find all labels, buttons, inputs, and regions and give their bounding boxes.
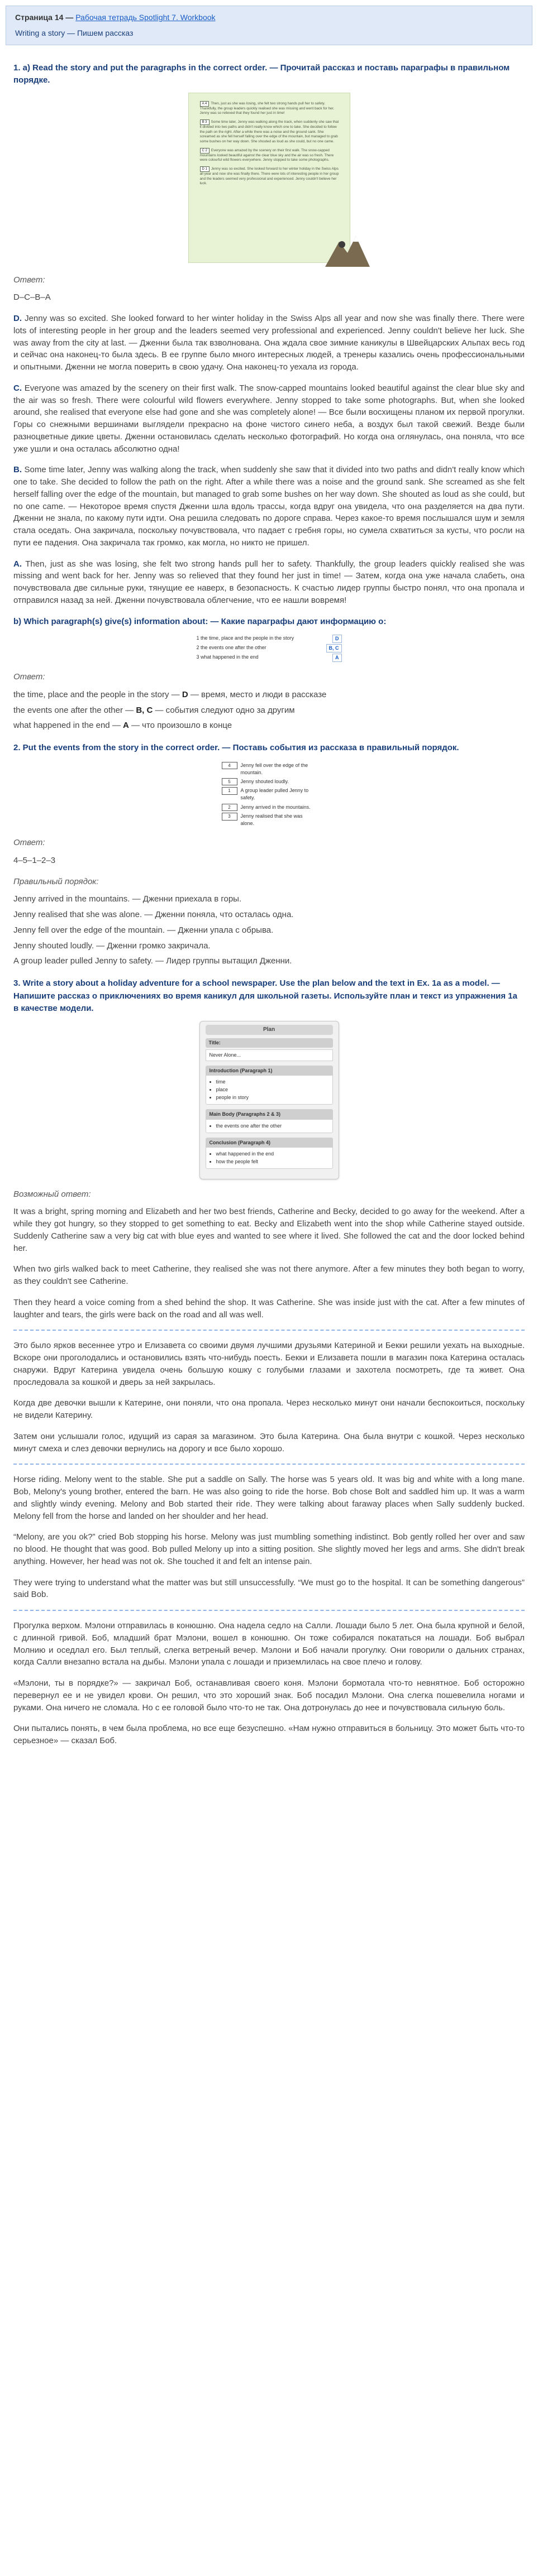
answer-post: — что произошло в конце	[128, 721, 232, 731]
answer-sequence: D–C–B–A	[13, 292, 51, 303]
paragraph-text: Then, just as she was losing, she felt two strong hands pull her to safety. Thankfully, the group leaders quickly realised she was missing and went back for her. Jenny was so relieved that they found her just in time! — Затем, когда она уже начала слабеть, она почувствовала две сильные руки, тянущие ее наверх, в безопасность. К счастью лидер группы быстро понял, что она пропала и отправился назад за ней. Дженни почувствовала облегчение, что ее нашли вовремя!	[13, 559, 525, 605]
plan-section	[206, 1066, 333, 1105]
list-item: Jenny fell over the edge of the mountain. — Дженни упала с обрыва.	[13, 925, 274, 935]
plan-item: • place	[216, 1086, 329, 1093]
story-paragraph: Horse riding. Melony went to the stable. She put a saddle on Sally. The horse was 5 years old. It was big and white with a long mane. Bob, Melony's young brother, entered the barn. He was also going to ride the horse. Bob chose Bolt and saddled him up. It was a warm and slightly windy evening. Melony and Bob started their ride. They were talking about faraway places when Sally suddenly bucked. Melony fell from the horse and landed on her shoulder and her head.	[13, 1475, 525, 1521]
order-number: 4	[222, 762, 237, 770]
match-image	[197, 634, 342, 663]
order-row	[222, 813, 317, 827]
story-paragraph: Это было ярков весеннее утро и Елизавета со своими двумя лучшими друзьями Катериной и Бекки решили уехать на выходные. Вскоре они проголодались и остановились взять что-нибудь поесть. Бекки и Елизавета пошли в магазин пока Катерина осталась снаружи. Вдруг Катерина увидела очень большую кошку с голубыми глазами и захотела посмотреть, где та живет. Она проследовала за кошкой и дверь за ней закрылась.	[13, 1341, 525, 1387]
paragraph-letter: C.	[13, 383, 22, 393]
order-text: A group leader pulled Jenny to safety.	[240, 788, 309, 801]
answer-pre: what happened in the end —	[13, 721, 123, 731]
plan-image-wrap	[0, 1021, 538, 1179]
story2-russian	[13, 1620, 525, 1747]
breadcrumb	[15, 12, 523, 23]
order-text: Jenny realised that she was alone.	[240, 813, 303, 827]
story-paragraph: Затем они услышали голос, идущий из сарая за магазином. Это была Катерина. Она была внутри с кошкой. Через несколько минут смеха и слез девочки вернулись на дорогу и все было хорошо.	[13, 1431, 525, 1454]
story1-russian	[13, 1340, 525, 1455]
task2-answers	[13, 893, 525, 967]
main-content	[6, 45, 532, 1747]
task1b-title: b) Which paragraph(s) give(s) information about: — Какие параграфы дают информацию о:	[13, 616, 387, 626]
answer-paragraph	[13, 558, 525, 607]
plan-item: • the events one after the other	[216, 1122, 329, 1130]
story1-english	[13, 1206, 525, 1321]
answer-label: Ответ:	[13, 672, 45, 682]
list-item: A group leader pulled Jenny to safety. — Лидер группы вытащил Дженни.	[13, 956, 292, 966]
story2-english	[13, 1474, 525, 1601]
mountain-illustration	[325, 228, 370, 267]
paragraph-text: Everyone was amazed by the scenery on their first walk. The snow-capped mountains looked beautiful against the clear blue sky and the air was so fresh. There were colourful wild flowers everywhere. Jenny stopped to take some photographs. But, when she looked around, she realised that everyone else had gone and she was completely alone! — Все были восхищены планом их первой прогулки. Горы со снежными вершинами выглядели прекрасно на фоне чистого синего неба, а воздух был такой свежий. Везде были разноцветные дикие цветы. Дженни остановилась сделать несколько фотографий. Но когда она оглянулась, она поняла, что все уже ушли и она осталась абсолютно одна!	[13, 383, 525, 454]
order-row	[222, 804, 317, 812]
task1-title: 1. a) Read the story and put the paragraphs in the correct order. — Прочитай рассказ и поставь параграфы в правильном порядке.	[13, 63, 510, 85]
task2-title: 2. Put the events from the story in the correct order. — Поставь события из рассказа в правильный порядок.	[13, 743, 459, 753]
book-paragraph	[200, 119, 340, 145]
plan-section	[206, 1138, 333, 1169]
divider	[13, 1330, 525, 1331]
plan-card	[199, 1021, 339, 1179]
answer-bold: B, C	[136, 705, 153, 715]
list-item: Jenny realised that she was alone. — Дженни поняла, что осталась одна.	[13, 910, 294, 920]
list-item: Jenny shouted loudly. — Дженни громко закричала.	[13, 941, 211, 951]
answer-label: Ответ:	[13, 275, 45, 285]
divider	[13, 1464, 525, 1465]
paragraph-text: Then, just as she was losing, she felt two strong hands pull her to safety. Thankfully, the group leaders quickly realised she was missing and went back for her. Jenny was so relieved that they found her just in time!	[199, 101, 335, 116]
story-paragraph: Когда две девочки вышли к Катерине, они поняли, что она пропала. Через несколько минут они начали беспокоиться, поскольку не видели Катерину.	[13, 1398, 525, 1421]
answer-pre: the events one after the other —	[13, 705, 136, 715]
book-image	[188, 93, 350, 263]
order-number: 1	[222, 787, 237, 795]
plan-section-heading: Introduction (Paragraph 1)	[206, 1066, 332, 1076]
plan-section-heading: Conclusion (Paragraph 4)	[206, 1138, 332, 1148]
paragraph-text: Jenny was so excited. She looked forward to her winter holiday in the Swiss Alps all year and now she was finally there. There were lots of interesting people in her group and the leaders seemed very professional and experienced. Jenny couldn't believe her luck. She was away from the city at last. — Дженни была так взволнована. Она ждала свое зимние каникулы в Швейцарских Альпах весь год и сейчас она наконец-то была здесь. В ее группе было много интересных людей, а тренеры казались очень профессиональными и опытными. Дженни не могла поверить в свою удачу. Она наконец-то уехала из города.	[13, 314, 525, 372]
story-paragraph: “Melony, are you ok?” cried Bob stopping his horse. Melony was just mumbling something indistinct. Bob gently rolled her over and saw no blood. He thought that was good. Bob pulled Melony up into a sitting position. She slightly moved her legs and arms. She didn't break anything. However, her head was not ok. She touched it and felt an intense pain.	[13, 1532, 525, 1566]
plan-section-list	[206, 1148, 332, 1168]
answer-label: Возможный ответ:	[13, 1189, 91, 1199]
list-item: Jenny arrived in the mountains. — Дженни приехала в горы.	[13, 894, 242, 904]
paragraph-text: Some time later, Jenny was walking along the track, when suddenly she saw that it divided into two paths and didn't really know which one to take. She decided to follow the path on the right. After a while there was a noise and the ground sank. She screamed as she felt herself falling over the edge of the mountain, but managed to grab some bushes on her way down. She shouted as loud as she could, but no one came. — Некоторое время спустя Дженни шла вдоль трассы, когда вдруг она увидела, что она разделяется на два пути. Дженни не знала, по какому пути идти. Она решила следовать по дороге справа. Через какое-то время послышался шум и земля стала оседать. Она закричала, поскольку почувствовала, что падает с гребня горы, но сумела схватиться за кусты, что росли на пути ее падения. Она закричала так громко, как могла, но никто не пришел.	[13, 465, 525, 548]
task1b-answers	[13, 689, 525, 732]
paragraph-tag: B 3	[200, 119, 210, 125]
plan-item: • time	[216, 1078, 329, 1086]
order-text: Jenny shouted loudly.	[240, 778, 289, 784]
divider	[13, 1610, 525, 1611]
plan-section-list	[206, 1076, 332, 1104]
paragraph-text: Jenny was so excited. She looked forward to her winter holiday in the Swiss Alps all year and now she was finally there. There were lots of interesting people in her group and the leaders seemed very professional and experienced. Jenny couldn't believe her luck.	[199, 167, 339, 186]
plan-section	[206, 1109, 333, 1133]
answer-bold: A	[122, 721, 129, 731]
plan-section-list	[206, 1120, 332, 1133]
match-row	[197, 635, 342, 643]
list-item	[13, 689, 525, 701]
match-question: 1 the time, place and the people in the story	[196, 635, 294, 641]
story-paragraph: When two girls walked back to meet Catherine, they realised she was not there anymore. After a few minutes they both began to worry, as they couldn't see Catherine.	[13, 1264, 525, 1287]
order-text: Jenny arrived in the mountains.	[240, 804, 311, 810]
story-paragraph: «Мэлони, ты в порядке?» — закричал Боб, останавливая своего коня. Мэлони бормотала что-то невнятное. Боб осторожно перевернул ее и не увидел крови. Он решил, что это хороший знак. Боб посадил Мэлони. Она слегка пошевелила ногами и руками. Она ничего не сломала. Но с ее головой было что-то не так. Она дотронулась до нее и почувствовала сильную боль.	[13, 1678, 525, 1712]
book-paragraph	[200, 166, 340, 186]
match-question: 3 what happened in the end	[196, 654, 259, 660]
story-paragraph: It was a bright, spring morning and Elizabeth and her two best friends, Catherine and Becky, decided to go away for the weekend. After a while they got hungry, so they stopped to get something to eat. Becky and Elizabeth went into the shop while Catherine stayed outside. Suddenly Catherine saw a very big cat with blue eyes and wanted to see where it lived. She followed the cat and the door locked behind her.	[13, 1207, 525, 1253]
plan-title-value: Never Alone...	[206, 1049, 333, 1061]
paragraph-letter: D.	[13, 314, 22, 324]
answer-post: — время, место и люди в рассказе	[188, 689, 327, 699]
list-item	[13, 719, 525, 732]
order-image	[222, 760, 317, 829]
list-item	[13, 704, 525, 717]
story-paragraph: Они пытались понять, в чем была проблема, но все еще безуспешно. «Нам нужно отправиться в больницу. Это может быть что-то серьезное» — сказал Боб.	[13, 1724, 525, 1746]
match-row	[197, 654, 342, 662]
plan-section-heading: Main Body (Paragraphs 2 & 3)	[206, 1110, 332, 1119]
book-paragraph	[200, 148, 340, 163]
answer-paragraph	[13, 464, 525, 549]
answer-pre: the time, place and the people in the story —	[13, 689, 182, 699]
answer-paragraph	[13, 313, 525, 373]
match-answer: D	[332, 635, 342, 643]
order-row	[222, 778, 317, 786]
order-label: Правильный порядок:	[13, 876, 99, 886]
workbook-link[interactable]: Рабочая тетрадь Spotlight 7. Workbook	[75, 13, 216, 22]
plan-item: • how the people felt	[216, 1158, 329, 1165]
answer-label: Ответ:	[13, 838, 45, 848]
header-bar	[6, 6, 532, 45]
paragraph-tag: C 2	[200, 148, 210, 153]
answer-post: — события следуют одно за другим	[153, 705, 295, 715]
story-paragraph: They were trying to understand what the matter was but still unsuccessfully. “We must go to the hospital. It can be something dangerous” said Bob.	[13, 1577, 525, 1600]
order-row	[222, 762, 317, 776]
order-number: 5	[222, 778, 237, 786]
book-paragraph	[200, 101, 340, 116]
task1-answers	[13, 313, 525, 607]
order-number: 3	[222, 813, 237, 821]
task3-title: 3. Write a story about a holiday adventure for a school newspaper. Use the plan below and the text in Ex. 1a as a model. — Напишите рассказ о приключениях во время каникул для школьной газеты. Используйте план и текст из упражнения 1а в качестве модели.	[13, 978, 517, 1014]
paragraph-tag: D 1	[200, 166, 210, 172]
plan-item: • people in story	[216, 1094, 329, 1101]
paragraph-text: Some time later, Jenny was walking along the track, when suddenly she saw that it divided into two paths and didn't really know which one to take. She decided to follow the path on the right. After a while there was a noise and the ground sank. She screamed as she fell herself falling over the edge of the mountain, but managed to grab some bushes on her way down. She shouted as loud as she could, but no one came.	[199, 119, 339, 143]
paragraph-text: Everyone was amazed by the scenery on their first walk. The snow-capped mountains looked beautiful against the clear blue sky and the air was so fresh. There were colourful wild flowers everywhere. Jenny stopped to take some photographs.	[199, 148, 334, 162]
book-image-wrap	[0, 93, 538, 263]
answer-bold: D	[182, 689, 188, 699]
order-row	[222, 787, 317, 802]
order-number: 2	[222, 804, 237, 812]
match-answer: B, C	[326, 644, 342, 653]
paragraph-tag: A 4	[200, 101, 210, 107]
plan-item: • what happened in the end	[216, 1150, 329, 1158]
paragraph-letter: A.	[13, 559, 22, 569]
paragraph-letter: B.	[13, 465, 22, 475]
plan-heading: Plan	[206, 1025, 333, 1035]
page-subtitle: Writing a story — Пишем рассказ	[15, 28, 134, 38]
answer-paragraph	[13, 382, 525, 455]
answer-sequence: 4–5–1–2–3	[13, 855, 56, 865]
match-row	[197, 644, 342, 653]
match-question: 2 the events one after the other	[196, 645, 266, 651]
match-answer: A	[332, 654, 342, 662]
story-paragraph: Then they heard a voice coming from a shed behind the shop. It was Catherine. She was inside just with the cat. After a few minutes of laughter and tears, the girls were back on the road and all was well.	[13, 1297, 525, 1320]
order-text: Jenny fell over the edge of the mountain.	[240, 762, 308, 775]
match-image-wrap	[0, 634, 538, 663]
order-image-wrap	[0, 760, 538, 829]
page-label: Страница 14 —	[15, 13, 74, 22]
plan-title-label: Title:	[206, 1038, 333, 1048]
story-paragraph: Прогулка верхом. Мэлони отправилась в конюшню. Она надела седло на Салли. Лошади было 5 лет. Она была крупной и белой, с длинной гривой. Боб, младший брат Мэлони, вошел в конюшню. Он тоже собирался покататься на лошади. Боб выбрал Молнию и оседлал его. Был теплый, слегка ветреный вечер. Мэлони и Боб начали прогулку. Они говорили о дальних странах, когда Салли внезапно встала на дыбы. Мэлони упала с лошади и приземлилась на свое плечо и голову.	[13, 1621, 525, 1667]
